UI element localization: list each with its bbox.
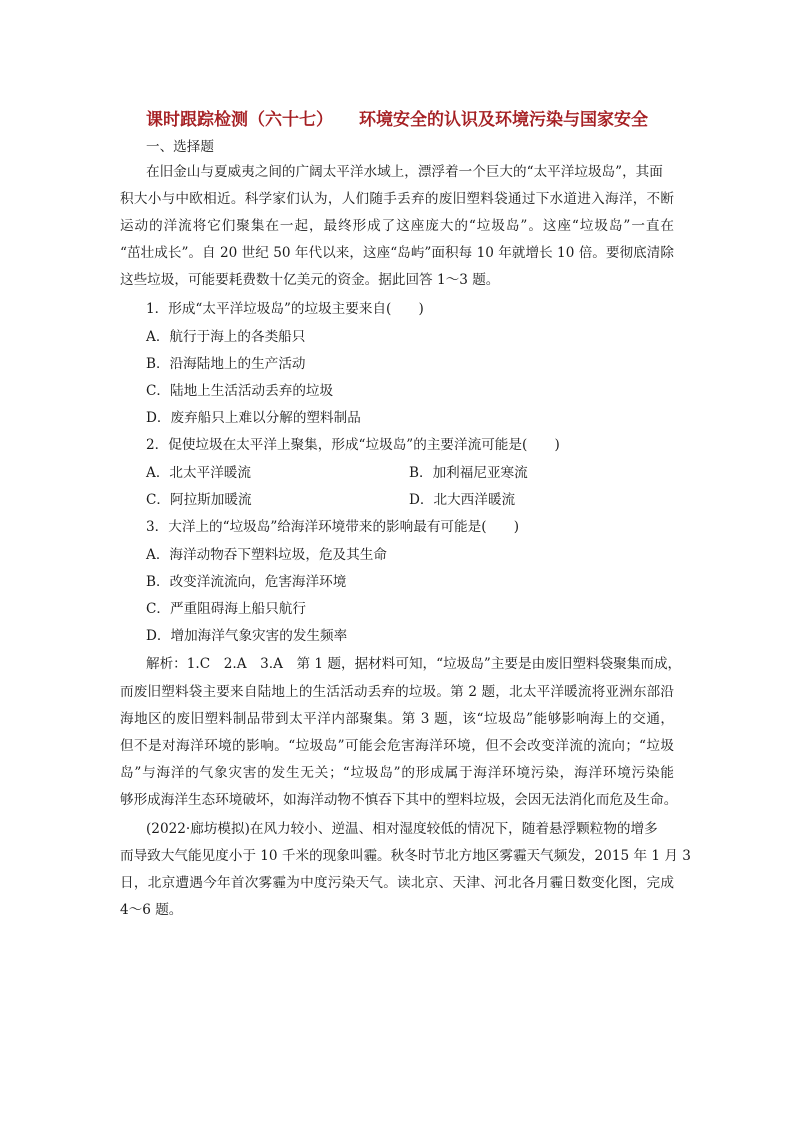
passage2-line: 4～6 题。 — [120, 902, 183, 918]
q2-option-c: C．阿拉斯加暖流 — [146, 492, 252, 508]
analysis-line: 岛”与海洋的气象灾害的发生无关；“垃圾岛”的形成属于海洋环境污染，海洋环境污染能 — [120, 765, 674, 781]
analysis-line: 够形成海洋生态环境破坏，如海洋动物不慎吞下其中的塑料垃圾，会因无法消化而危及生命。 — [120, 792, 678, 808]
passage1-line: 这些垃圾，可能要耗费数十亿美元的资金。据此回答 1～3 题。 — [120, 272, 500, 288]
passage1-line: 在旧金山与夏威夷之间的广阔太平洋水域上，漂浮着一个巨大的“太平洋垃圾岛”，其面 — [146, 164, 663, 180]
section-heading: 一、选择题 — [146, 139, 214, 155]
q3-option-a: A．海洋动物吞下塑料垃圾，危及其生命 — [146, 547, 387, 563]
passage1-line: 积大小与中欧相近。科学家们认为，人们随手丢弃的废旧塑料袋通过下水道进入海洋，不断 — [120, 191, 674, 207]
q3-option-b: B．改变洋流流向，危害海洋环境 — [146, 574, 347, 590]
q1-option-a: A．航行于海上的各类船只 — [146, 329, 306, 345]
q1-option-b: B．沿海陆地上的生产活动 — [146, 356, 306, 372]
q2-option-d: D．北大西洋暖流 — [409, 492, 516, 508]
analysis-line: 但不是对海洋环境的影响。“垃圾岛”可能会危害海洋环境，但不会改变洋流的流向；“垃圾 — [120, 738, 674, 754]
analysis-line: 海地区的废旧塑料制品带到太平洋内部聚集。第 3 题，该“垃圾岛”能够影响海上的交通， — [120, 711, 674, 727]
q3-option-d: D．增加海洋气象灾害的发生频率 — [146, 628, 348, 644]
passage2-line: (2022·廊坊模拟)在风力较小、逆温、相对湿度较低的情况下，随着悬浮颗粒物的增多 — [146, 821, 658, 837]
q1-option-d: D．废弃船只上难以分解的塑料制品 — [146, 410, 361, 426]
passage2-line: 而导致大气能见度小于 10 千米的现象叫霾。秋冬时节北方地区雾霾天气频发，2015 年 1 月 3 — [120, 848, 691, 864]
passage1-line: “茁壮成长”。自 20 世纪 50 年代以来，这座“岛屿”面积每 10 年就增长 10 倍。要彻底清除 — [120, 245, 674, 261]
page-title — [0, 105, 794, 130]
q1-option-c: C．陆地上生活活动丢弃的垃圾 — [146, 383, 334, 399]
title-part1: 课时跟踪检测（六十七） — [146, 110, 333, 130]
passage2-line: 日，北京遭遇今年首次雾霾为中度污染天气。读北京、天津、河北各月霾日数变化图，完成 — [120, 875, 674, 891]
q2-option-b: B．加利福尼亚寒流 — [409, 465, 528, 481]
analysis-line: 而废旧塑料袋主要来自陆地上的生活活动丢弃的垃圾。第 2 题，北太平洋暖流将亚洲东部沿 — [120, 684, 674, 700]
passage1-line: 运动的洋流将它们聚集在一起，最终形成了这座庞大的“垃圾岛”。这座“垃圾岛”一直在 — [120, 218, 674, 234]
question-2-stem: 2．促使垃圾在太平洋上聚集，形成“垃圾岛”的主要洋流可能是( ) — [146, 437, 560, 453]
analysis-line: 解析：1.C 2.A 3.A 第 1 题，据材料可知，“垃圾岛”主要是由废旧塑料袋聚集而成， — [146, 656, 682, 672]
question-1-stem: 1．形成“太平洋垃圾岛”的垃圾主要来自( ) — [146, 301, 424, 317]
q3-option-c: C．严重阻碍海上船只航行 — [146, 601, 306, 617]
title-part2: 环境安全的认识及环境污染与国家安全 — [359, 110, 648, 130]
q2-option-a: A．北太平洋暖流 — [146, 465, 251, 481]
question-3-stem: 3．大洋上的“垃圾岛”给海洋环境带来的影响最有可能是( ) — [146, 519, 519, 535]
